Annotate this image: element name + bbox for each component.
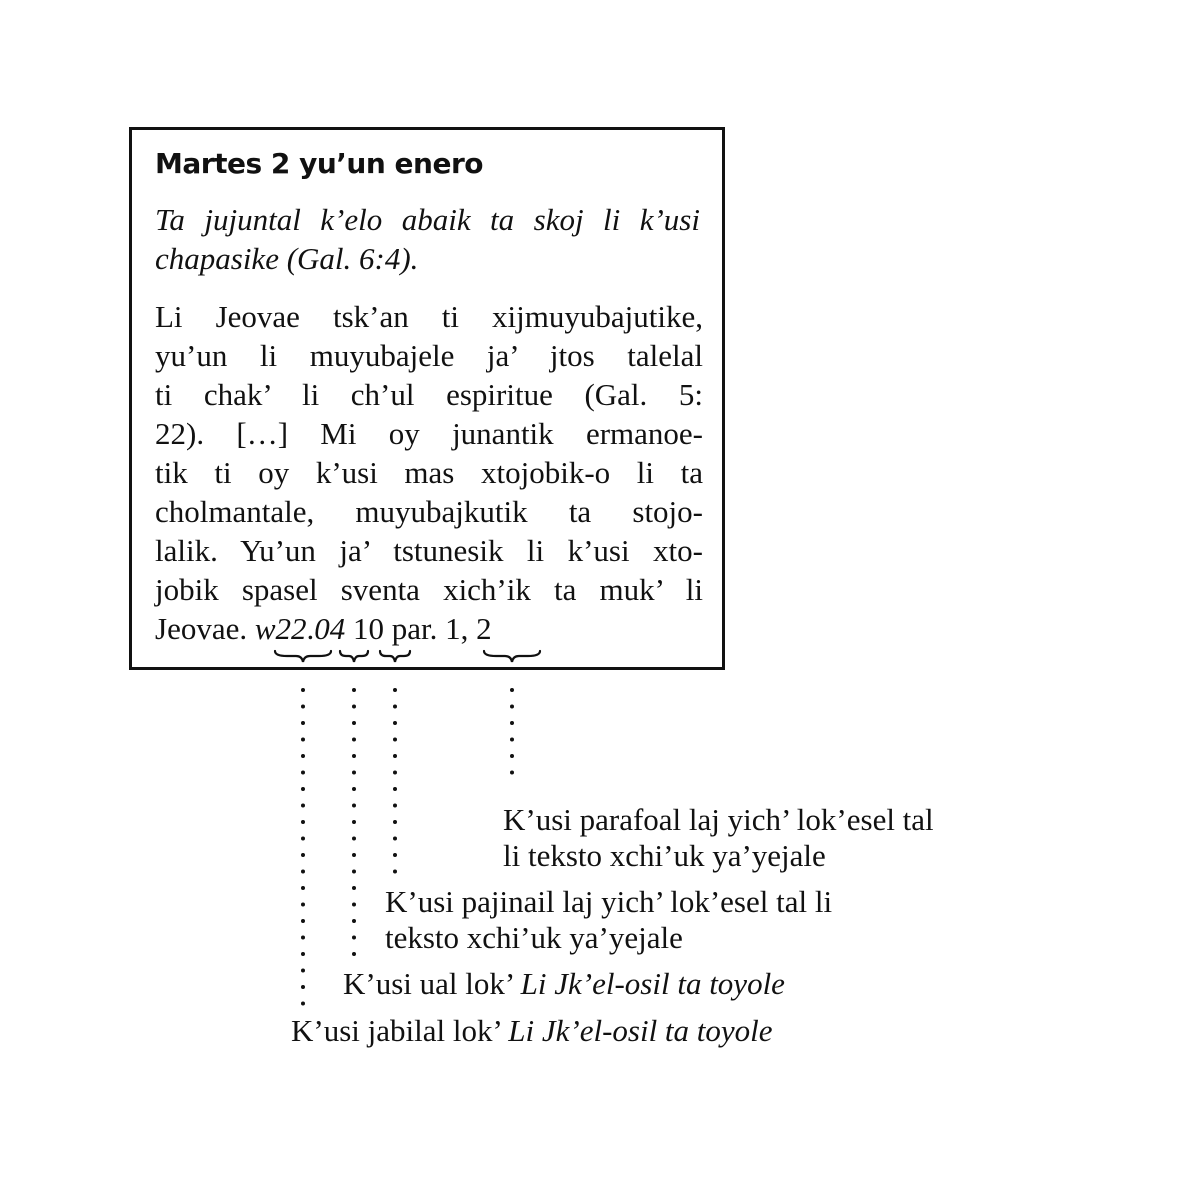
callout-paragraph-line1: K’usi parafoal laj yich’ lok’esel tal bbox=[503, 802, 934, 837]
body-line: jobik spasel sventa xich’ik ta muk’ li bbox=[155, 572, 703, 607]
callout-publication-prefix: K’usi jabilal lok’ bbox=[291, 1013, 501, 1048]
brace-publication bbox=[275, 651, 331, 662]
callout-page-line2: teksto xchi’uk ya’yejale bbox=[385, 920, 683, 955]
callout-issue-label bbox=[343, 966, 785, 1002]
brace-issue bbox=[340, 651, 368, 662]
body-line: cholmantale, muyubajkutik ta stojo- bbox=[155, 494, 703, 529]
body-last-words: Jeovae. bbox=[155, 611, 248, 646]
callout-page-line1: K’usi pajinail laj yich’ lok’esel tal li bbox=[385, 884, 833, 919]
brace-paragraphs bbox=[484, 651, 540, 662]
reference-publication: w22 bbox=[254, 611, 307, 646]
callout-paragraph-label bbox=[503, 802, 934, 874]
verse-line: chapasike (Gal. 6:4). bbox=[155, 241, 419, 276]
callout-paragraph-line2: li teksto xchi’uk ya’yejale bbox=[503, 838, 826, 873]
reference-par-label: par. bbox=[391, 611, 438, 646]
body-line: Li Jeovae tsk’an ti xijmuyubajutike, bbox=[155, 299, 703, 334]
brace-page bbox=[380, 651, 410, 662]
body-line: 22). […] Mi oy junantik ermanoe- bbox=[155, 416, 703, 451]
daily-text-heading: Martes 2 yu’un enero bbox=[155, 147, 483, 180]
callout-publication-label bbox=[291, 1013, 773, 1049]
body-line: ti chak’ li ch’ul espiritue (Gal. 5: bbox=[155, 377, 703, 412]
body-line: lalik. Yu’un ja’ tstunesik li k’usi xto- bbox=[155, 533, 703, 568]
callout-publication-title: Li Jk’el-osil ta toyole bbox=[508, 1013, 773, 1048]
callout-page-label bbox=[385, 884, 832, 956]
reference-separator: . bbox=[306, 611, 315, 646]
reference-issue: 04 bbox=[314, 611, 346, 646]
reference-page: 10 bbox=[353, 611, 385, 646]
reference-paragraphs: 1, 2 bbox=[445, 611, 492, 646]
body-line: yu’un li muyubajele ja’ jtos talelal bbox=[155, 338, 703, 373]
verse-line: Ta jujuntal k’elo abaik ta skoj li k’usi bbox=[155, 202, 700, 237]
body-line: tik ti oy k’usi mas xtojobik-o li ta bbox=[155, 455, 703, 490]
callout-issue-prefix: K’usi ual lok’ bbox=[343, 966, 513, 1001]
callout-issue-title: Li Jk’el-osil ta toyole bbox=[520, 966, 785, 1001]
